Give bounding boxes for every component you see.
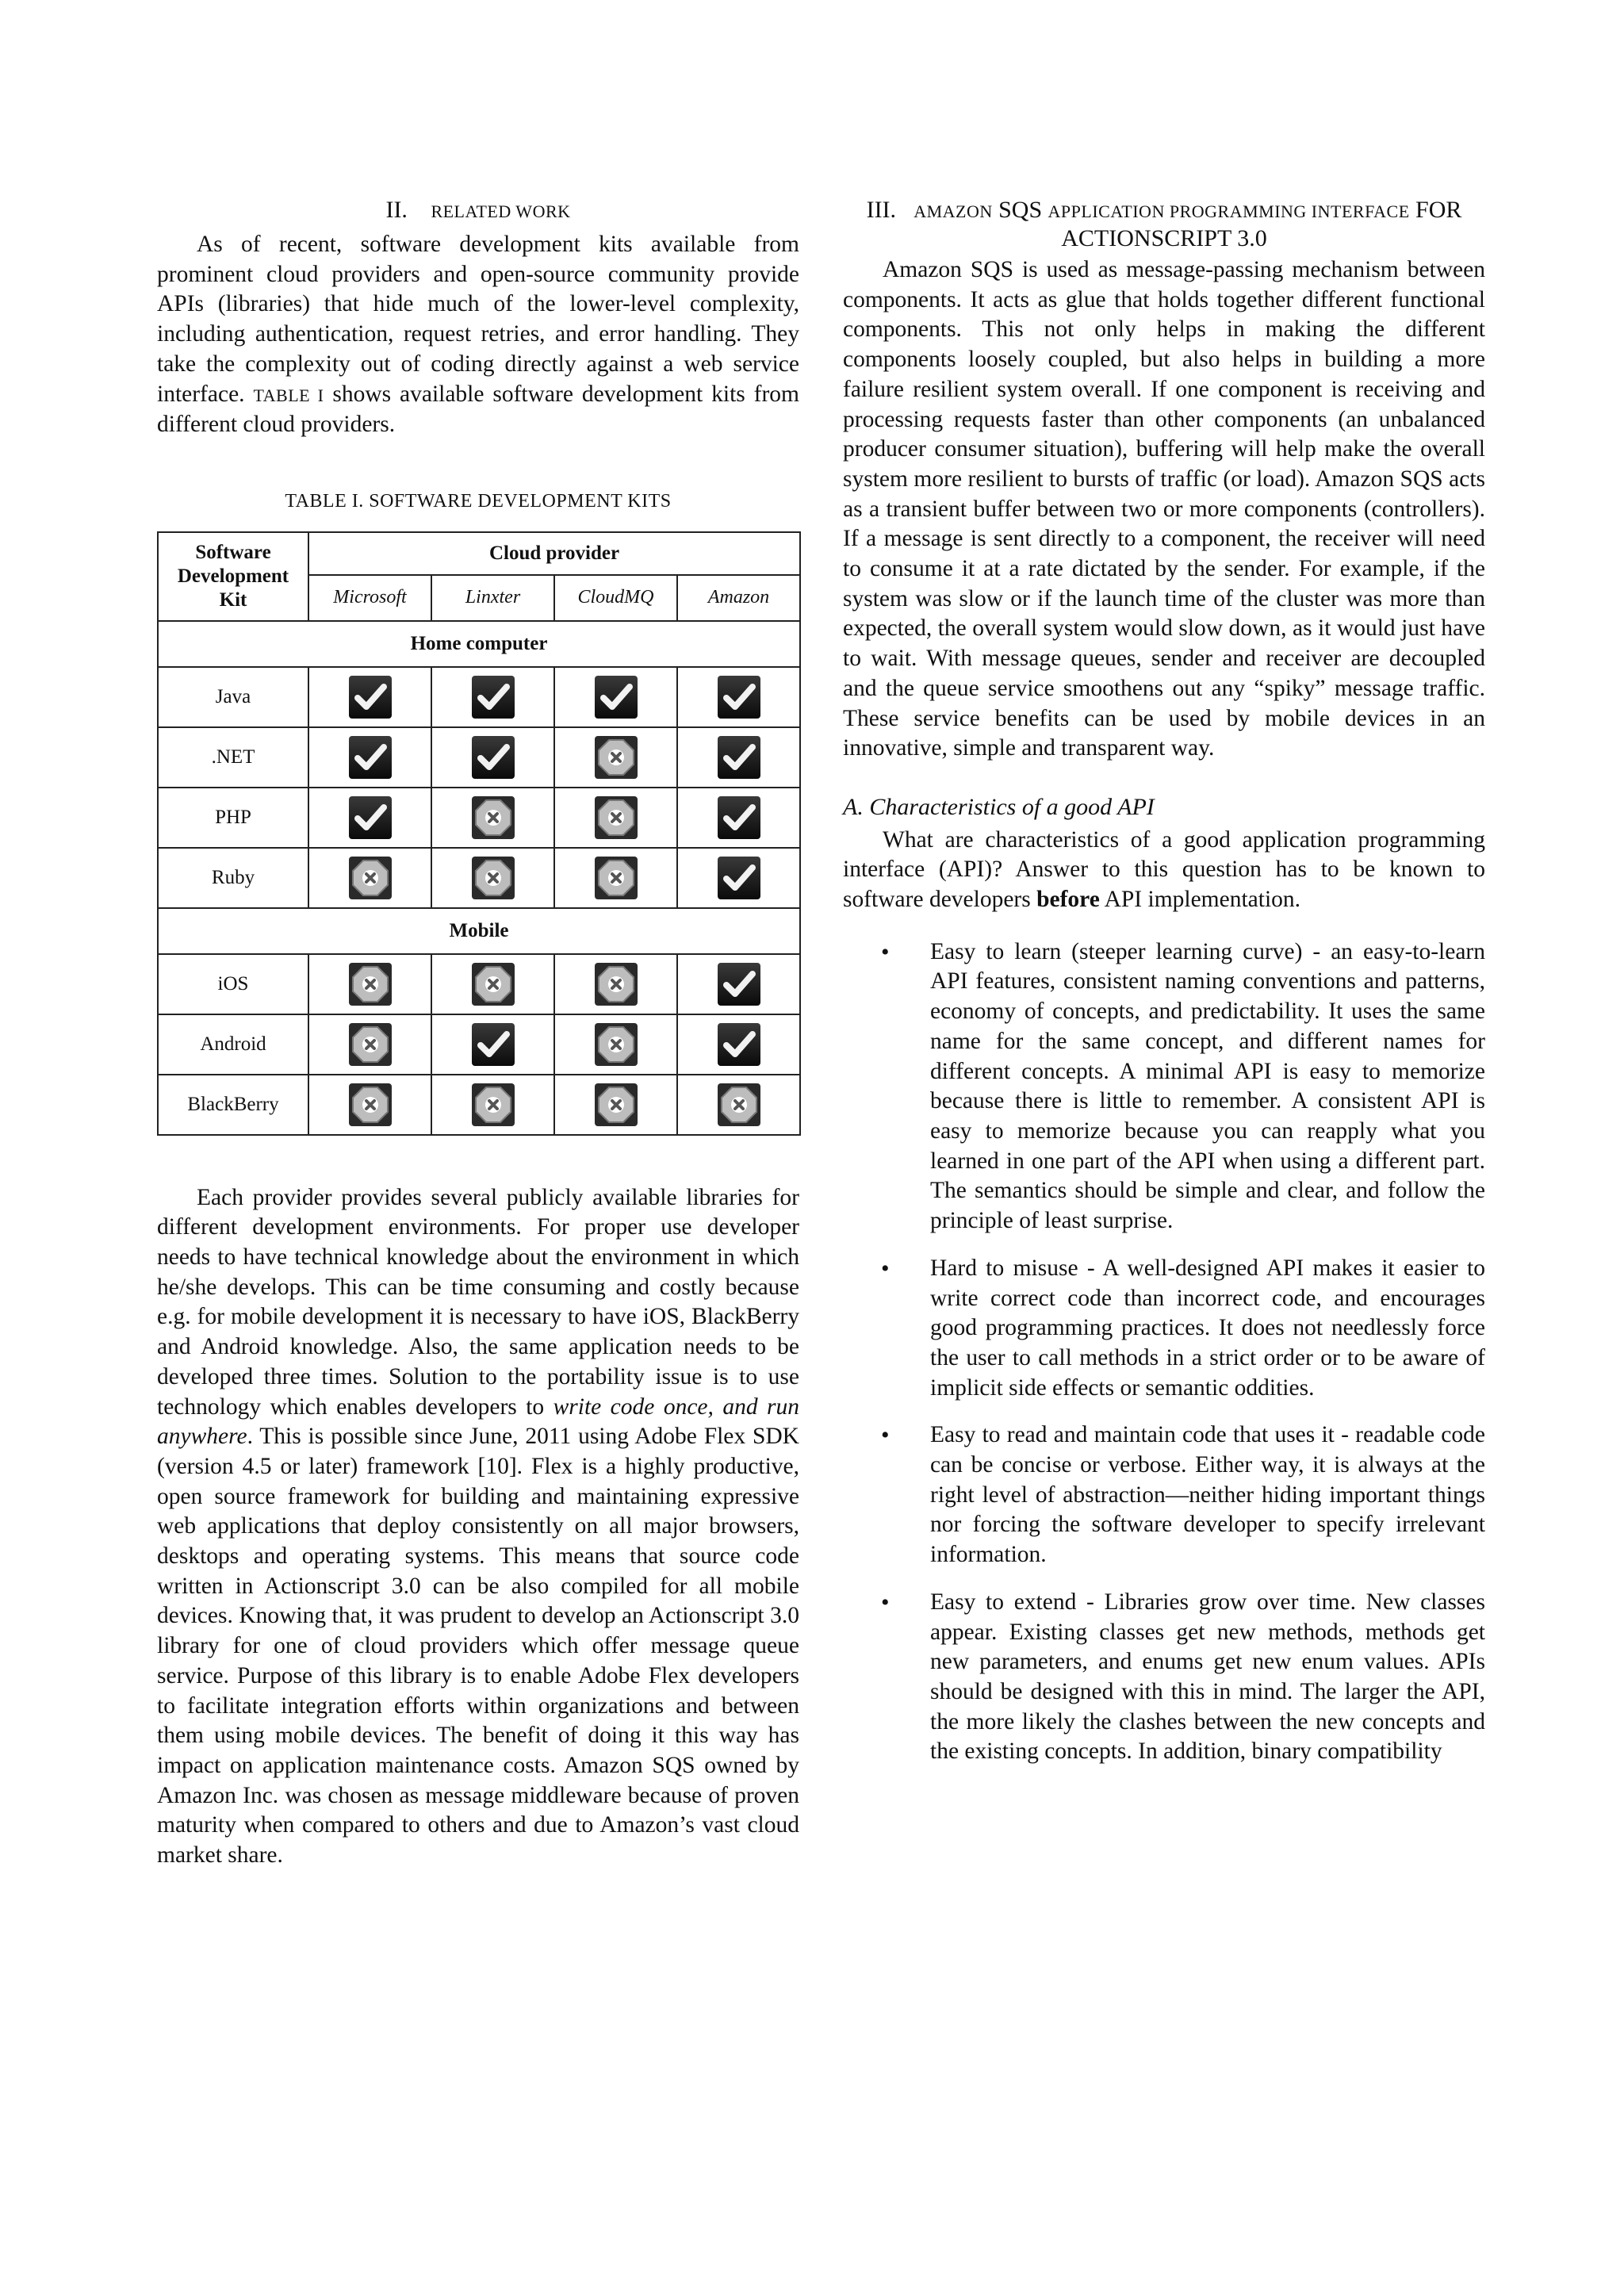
support-cell — [308, 848, 431, 908]
paragraph-text: . This is possible since June, 2011 using Adobe Flex SDK (version 4.5 or later) framework [10]. Flex is a highly productive, open source framework for building and maintaining expressive web applications that deploy consistently on all major browsers, desktops and operating systems. This means that source code written in Actionscript 3.0 can be also compiled for all mobile devices. Knowing that, it was prudent to develop an Actionscript 3.0 library for one of cloud providers which offer message queue service. Purpose of this library is to enable Adobe Flex developers to facilitate integration efforts within organizations and between them using mobile devices. The benefit of doing it this way has impact on application maintenance costs. Amazon SQS owned by Amazon Inc. was chosen as message middleware because of proven maturity when compared to others and due to Amazon’s vast cloud market share. — [157, 1424, 799, 1869]
row-label: .NET — [158, 727, 308, 788]
row-label: Android — [158, 1014, 308, 1075]
cross-icon — [471, 1083, 515, 1127]
support-cell — [554, 848, 677, 908]
cross-icon — [348, 962, 393, 1006]
table-row — [158, 1014, 800, 1075]
check-icon — [717, 675, 761, 719]
paragraph — [843, 826, 1485, 915]
cross-icon — [348, 1083, 393, 1127]
table-row — [158, 667, 800, 727]
support-cell — [431, 1014, 554, 1075]
cross-icon — [471, 962, 515, 1006]
cross-icon — [471, 856, 515, 900]
provider-linxter: Linxter — [431, 575, 554, 621]
table-row — [158, 954, 800, 1014]
support-cell — [431, 1075, 554, 1135]
support-cell — [677, 954, 800, 1014]
cross-icon — [594, 856, 638, 900]
row-label: iOS — [158, 954, 308, 1014]
check-icon — [717, 856, 761, 900]
check-icon — [471, 1022, 515, 1067]
bullet-icon: • — [881, 1589, 890, 1616]
check-icon — [348, 675, 393, 719]
check-icon — [594, 675, 638, 719]
support-cell — [431, 727, 554, 788]
support-cell — [431, 667, 554, 727]
group-mobile: Mobile — [158, 908, 800, 954]
header-sdk: Software Development Kit — [158, 532, 308, 621]
list-item-text: Easy to extend - Libraries grow over time. New classes appear. Existing classes get new methods, methods get new parameters, and enums get new enum values. APIs should be designed with this in mind. The larger the API, the more likely the clashes between the new concepts and the existing concepts. In addition, binary compatibility — [930, 1589, 1485, 1765]
paragraph-text: As of recent, software development kits available from prominent cloud providers and open-source community provide APIs (libraries) that hide much of the lower-level complexity, including authentication, request retries, and error handling. They take the complexity out of coding directly against a web service interface. — [157, 232, 799, 407]
check-icon — [717, 962, 761, 1006]
paragraph-text: Each provider provides several publicly available libraries for different development environments. For proper use developer needs to have technical knowledge about the environment in which he/she develops. This can be time consuming and costly because e.g. for mobile development it is necessary to have iOS, BlackBerry and Android knowledge. Also, the same application needs to be developed three times. Solution to the portability issue is to use technology which enables developers to — [157, 1184, 799, 1420]
cross-icon — [717, 1083, 761, 1127]
check-icon — [471, 735, 515, 780]
cross-icon — [348, 856, 393, 900]
support-cell — [431, 788, 554, 848]
support-cell — [308, 727, 431, 788]
table-reference: TABLE I — [253, 385, 324, 405]
support-cell — [308, 1014, 431, 1075]
cross-icon — [594, 962, 638, 1006]
section-heading-amazon-sqs: III. AMAZON SQS APPLICATION PROGRAMMING INTERFACE FOR ACTIONSCRIPT 3.0 — [866, 197, 1462, 251]
table-caption: TABLE I. SOFTWARE DEVELOPMENT KITS — [285, 490, 672, 512]
list-item-text: Hard to misuse - A well-designed API makes it easier to write correct code than incorrect code, and encourages good programming practices. It does not needlessly force the user to call methods in a strict order or to be aware of implicit side effects or semantic oddities. — [930, 1255, 1485, 1401]
section-number: III. — [866, 197, 897, 223]
support-cell — [308, 788, 431, 848]
support-cell — [554, 1014, 677, 1075]
support-cell — [677, 1075, 800, 1135]
list-item — [843, 1420, 1485, 1570]
bullet-icon: • — [881, 1422, 890, 1449]
cross-icon — [348, 1022, 393, 1067]
check-icon — [717, 735, 761, 780]
paragraph: Amazon SQS is used as message-passing mechanism between components. It acts as glue that holds together different functional components. This not only helps in making the different components loosely coupled, but also helps in building a more failure resilient system overall. If one component is receiving and processing requests faster than other components (an unbalanced producer consumer situation), buffering will help make the overall system more resilient to bursts of traffic (or load). Amazon SQS acts as a transient buffer between two or more components (controllers). If a message is sent directly to a component, the receiver will need to consume it at a rate dictated by the sender. For example, if the system was slow or if the launch time of the cluster was more than expected, the overall system would slow down, as it would just have to wait. With message queues, sender and receiver are decoupled and the queue service smoothens out any “spiky” message traffic. These service benefits can be used by mobile devices in an innovative, simple and transparent way. — [843, 257, 1485, 761]
support-cell — [431, 954, 554, 1014]
support-cell — [554, 788, 677, 848]
cross-icon — [594, 1083, 638, 1127]
section-number: II. — [385, 197, 408, 223]
support-cell — [554, 727, 677, 788]
sdk-table — [157, 531, 801, 1136]
check-icon — [348, 795, 393, 840]
section-heading-related-work — [157, 197, 799, 225]
section-title: RELATED WORK — [431, 201, 571, 221]
check-icon — [717, 1022, 761, 1067]
table-row — [158, 1075, 800, 1135]
list-item — [843, 1588, 1485, 1767]
support-cell — [677, 788, 800, 848]
table-row — [158, 848, 800, 908]
cross-icon — [594, 735, 638, 780]
check-icon — [471, 675, 515, 719]
list-item — [843, 937, 1485, 1236]
check-icon — [348, 735, 393, 780]
bullet-icon: • — [881, 1255, 890, 1282]
support-cell — [308, 667, 431, 727]
provider-amazon: Amazon — [677, 575, 800, 621]
cross-icon — [594, 1022, 638, 1067]
cross-icon — [594, 795, 638, 840]
support-cell — [554, 1075, 677, 1135]
left-column — [157, 197, 799, 1871]
support-cell — [677, 1014, 800, 1075]
provider-cloudmq: CloudMQ — [554, 575, 677, 621]
table-row — [158, 727, 800, 788]
support-cell — [554, 667, 677, 727]
list-item-text: Easy to learn (steeper learning curve) - an easy-to-learn API features, consistent naming conventions and patterns, economy of concepts, and predictability. It uses the same name for the same concept, and different names for different concepts. A minimal API is easy to memorize because there is little to remember. A consistent API is easy to memorize because you can reapply what you learned in one part of the API when using a different part. The semantics should be simple and clear, and follow the principle of least surprise. — [930, 938, 1485, 1234]
bullet-list — [843, 937, 1485, 1767]
support-cell — [554, 954, 677, 1014]
row-label: Java — [158, 667, 308, 727]
row-label: BlackBerry — [158, 1075, 308, 1135]
row-label: PHP — [158, 788, 308, 848]
group-home-computer: Home computer — [158, 621, 800, 667]
support-cell — [677, 727, 800, 788]
support-cell — [677, 848, 800, 908]
support-cell — [308, 954, 431, 1014]
emphasis-text: write code once, and run anywhere — [157, 1393, 799, 1450]
bullet-icon: • — [881, 938, 890, 965]
provider-microsoft: Microsoft — [308, 575, 431, 621]
support-cell — [308, 1075, 431, 1135]
paragraph-text: shows available software development kits from different cloud providers. — [157, 381, 799, 438]
paragraph-text: API implementation. — [1104, 887, 1301, 913]
list-item — [843, 1254, 1485, 1404]
header-cloud-provider: Cloud provider — [308, 532, 800, 575]
check-icon — [717, 795, 761, 840]
cross-icon — [471, 795, 515, 840]
paragraph — [157, 230, 799, 440]
support-cell — [677, 667, 800, 727]
support-cell — [431, 848, 554, 908]
paragraph-text: What are characteristics of a good application programming interface (API)? Answer to this question has to be known to software developers — [843, 826, 1485, 913]
right-column — [843, 197, 1485, 1784]
subsection-heading: A. Characteristics of a good API — [843, 793, 1155, 820]
bold-text: before — [1036, 887, 1100, 913]
row-label: Ruby — [158, 848, 308, 908]
table-row — [158, 788, 800, 848]
paragraph — [157, 1183, 799, 1871]
list-item-text: Easy to read and maintain code that uses it - readable code can be concise or verbose. Either way, it is always at the right level of abstraction—neither hiding important things nor forcing the software developer to specify irrelevant information. — [930, 1422, 1485, 1568]
